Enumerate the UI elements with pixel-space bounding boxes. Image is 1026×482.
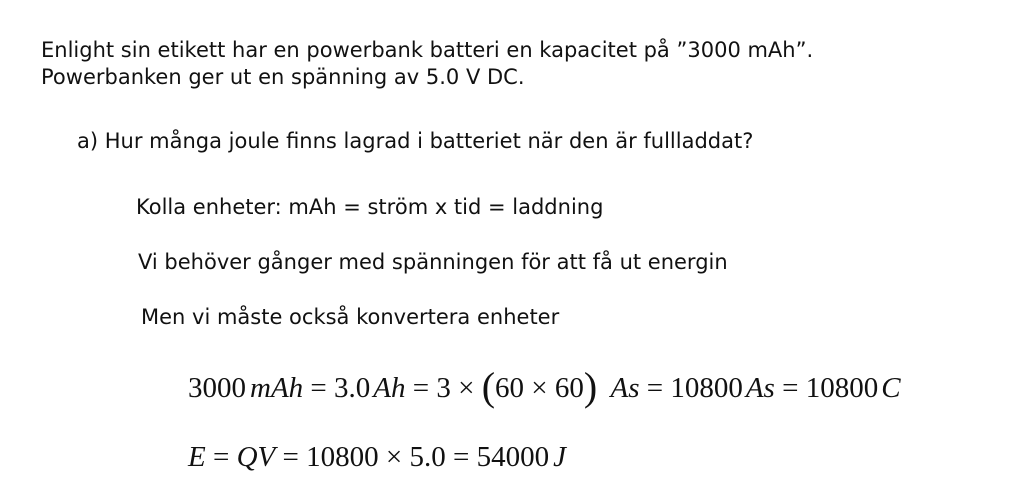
eq2-term: = — [205, 441, 237, 473]
eq2-term: = 10800 × 5.0 = 54000 — [275, 441, 550, 473]
question-a: a) Hur många joule finns lagrad i batteriet när den är fullladdat? — [77, 129, 754, 153]
eq1-close-paren: ) — [583, 364, 598, 409]
eq1-unit: As — [745, 372, 775, 404]
eq1-term: = 10800 — [646, 372, 743, 404]
eq2-variable: E — [188, 441, 206, 473]
equation-charge-conversion — [188, 364, 901, 408]
note-multiply: Vi behöver gånger med spänningen för att få ut energin — [138, 250, 728, 274]
intro-line-2: Powerbanken ger ut en spänning av 5.0 V DC. — [41, 65, 525, 89]
note-convert: Men vi måste också konvertera enheter — [141, 305, 560, 329]
eq1-term: 3000 — [188, 372, 246, 404]
note-units: Kolla enheter: mAh = ström x tid = laddning — [136, 195, 604, 219]
eq1-unit: As — [610, 372, 640, 404]
eq1-term: = 3.0 — [310, 372, 371, 404]
equation-energy — [188, 437, 566, 477]
eq1-unit: mAh — [250, 372, 304, 404]
eq2-variable: QV — [236, 441, 276, 473]
eq2-unit: J — [553, 441, 566, 473]
eq1-open-paren: ( — [481, 364, 496, 409]
eq1-unit: Ah — [373, 372, 406, 404]
eq1-term: = 3 × — [412, 372, 475, 404]
eq1-term: 60 × 60 — [495, 372, 584, 404]
eq1-unit: C — [881, 372, 901, 404]
intro-line-1: Enlight sin etikett har en powerbank batteri en kapacitet på ”3000 mAh”. — [41, 38, 814, 62]
eq1-term: = 10800 — [782, 372, 879, 404]
